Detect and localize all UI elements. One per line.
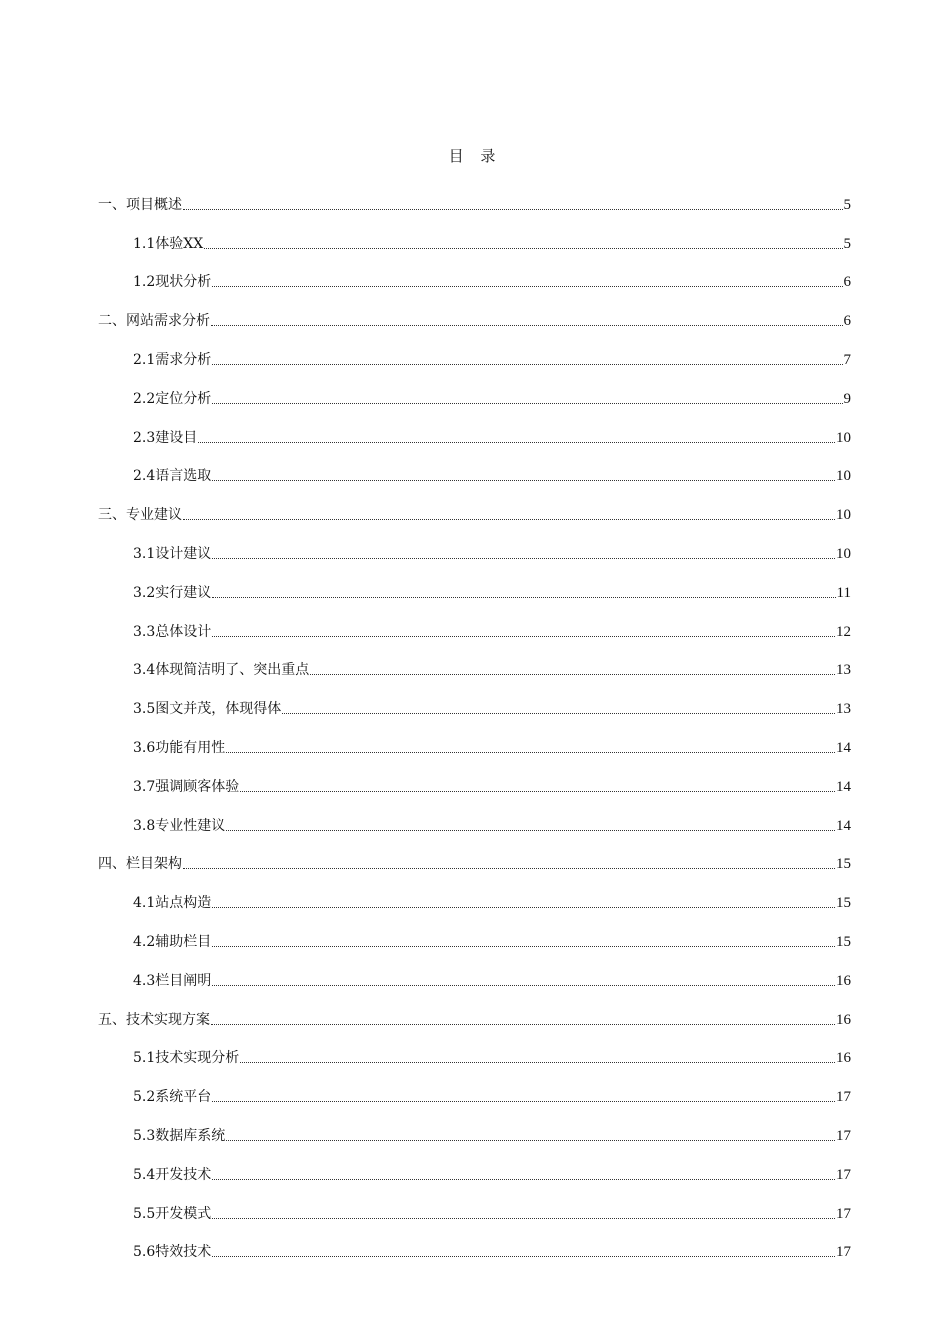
dot-leader (212, 1218, 835, 1219)
toc-entry-label: 3.6功能有用性 (133, 739, 226, 756)
dot-leader (212, 286, 842, 287)
toc-entry-page-number: 13 (836, 701, 851, 718)
toc-entry-page-number: 10 (836, 545, 851, 562)
dot-leader (212, 946, 835, 947)
toc-entry-label: 五、技术实现方案 (98, 1011, 210, 1028)
dot-leader (183, 209, 843, 210)
toc-entry[interactable] (98, 728, 851, 767)
toc-entry-label: 5.5开发模式 (133, 1205, 212, 1222)
dot-leader (212, 1256, 835, 1257)
toc-entry-page-number: 10 (836, 468, 851, 485)
toc-entry-label: 5.2系统平台 (133, 1089, 212, 1106)
toc-entry-page-number: 11 (836, 584, 851, 601)
toc-entry-label: 5.4开发技术 (133, 1166, 212, 1183)
toc-entry[interactable] (98, 1194, 851, 1233)
toc-entry[interactable] (98, 301, 851, 340)
toc-entry-page-number: 15 (836, 895, 851, 912)
toc-entry[interactable] (98, 922, 851, 961)
toc-entry-label: 1.2现状分析 (133, 274, 212, 291)
toc-entry-label: 2.1需求分析 (133, 351, 212, 368)
dot-leader (211, 325, 843, 326)
toc-entry-label: 3.5图文并茂，体现得体 (133, 701, 282, 718)
toc-entry-label: 5.1技术实现分析 (133, 1050, 240, 1067)
toc-entry[interactable] (98, 185, 851, 224)
dot-leader (183, 868, 835, 869)
dot-leader (226, 830, 835, 831)
toc-title: 目 录 (448, 147, 502, 165)
toc-entry-page-number: 14 (836, 778, 851, 795)
toc-entry[interactable] (98, 1155, 851, 1194)
toc-entry-page-number: 6 (843, 274, 851, 291)
toc-entry-page-number: 5 (843, 196, 851, 213)
toc-entry-label: 3.4体现简洁明了、突出重点 (133, 662, 310, 679)
toc-entry[interactable] (98, 224, 851, 263)
toc-entry-page-number: 16 (836, 1050, 851, 1067)
toc-entry-page-number: 14 (836, 739, 851, 756)
toc-entry-page-number: 6 (843, 313, 851, 330)
toc-entry-label: 三、专业建议 (98, 507, 182, 524)
toc-entry-page-number: 7 (843, 351, 851, 368)
toc-entry-label: 5.6特效技术 (133, 1244, 212, 1261)
toc-entry[interactable] (98, 340, 851, 379)
toc-entry-label: 2.4语言选取 (133, 468, 212, 485)
dot-leader (198, 442, 835, 443)
toc-entry[interactable] (98, 689, 851, 728)
dot-leader (282, 713, 835, 714)
toc-entry[interactable] (98, 767, 851, 806)
toc-entry-page-number: 12 (836, 623, 851, 640)
dot-leader (212, 403, 842, 404)
toc-entry[interactable] (98, 1116, 851, 1155)
toc-entry[interactable] (98, 1000, 851, 1039)
toc-entry[interactable] (98, 961, 851, 1000)
toc-entry[interactable] (98, 806, 851, 845)
dot-leader (240, 791, 835, 792)
toc-entry-label: 4.3栏目阐明 (133, 972, 212, 989)
toc-entry-label: 四、栏目架构 (98, 856, 182, 873)
toc-entry[interactable] (98, 845, 851, 884)
dot-leader (212, 1101, 835, 1102)
dot-leader (212, 985, 835, 986)
toc-entry-page-number: 15 (836, 933, 851, 950)
dot-leader (212, 480, 835, 481)
dot-leader (212, 907, 835, 908)
toc-entry-page-number: 14 (836, 817, 851, 834)
toc-entry-label: 3.8专业性建议 (133, 817, 226, 834)
dot-leader (212, 636, 835, 637)
toc-entry-label: 3.1设计建议 (133, 545, 212, 562)
toc-entry-page-number: 17 (836, 1127, 851, 1144)
toc-entry[interactable] (98, 1039, 851, 1078)
toc-entry[interactable] (98, 495, 851, 534)
toc-entry-label: 二、网站需求分析 (98, 313, 210, 330)
dot-leader (310, 674, 835, 675)
toc-entry[interactable] (98, 883, 851, 922)
dot-leader (183, 519, 835, 520)
toc-entry-page-number: 17 (836, 1205, 851, 1222)
dot-leader (240, 1062, 835, 1063)
toc-entry[interactable] (98, 1233, 851, 1272)
toc-entry[interactable] (98, 418, 851, 457)
dot-leader (212, 597, 835, 598)
dot-leader (226, 1140, 835, 1141)
dot-leader (226, 752, 835, 753)
toc-entry-label: 3.2实行建议 (133, 584, 212, 601)
toc-entry[interactable] (98, 573, 851, 612)
toc-entry[interactable] (98, 1077, 851, 1116)
toc-entry[interactable] (98, 263, 851, 302)
toc-entry-label: 一、项目概述 (98, 196, 182, 213)
toc-entry-label: 1.1体验XX (133, 235, 204, 252)
toc-entry-page-number: 15 (836, 856, 851, 873)
toc-entry-page-number: 5 (843, 235, 851, 252)
toc-entry-page-number: 9 (843, 390, 851, 407)
toc-entry-page-number: 17 (836, 1166, 851, 1183)
toc-entry-label: 3.7强调顾客体验 (133, 778, 240, 795)
dot-leader (212, 558, 835, 559)
toc-entry[interactable] (98, 457, 851, 496)
toc-entry-label: 4.1站点构造 (133, 895, 212, 912)
table-of-contents (98, 185, 851, 1271)
toc-entry-page-number: 10 (836, 507, 851, 524)
toc-entry[interactable] (98, 651, 851, 690)
toc-entry-page-number: 16 (836, 1011, 851, 1028)
toc-entry-label: 2.3建设目 (133, 429, 198, 446)
toc-entry-page-number: 16 (836, 972, 851, 989)
dot-leader (204, 248, 842, 249)
toc-entry-page-number: 10 (836, 429, 851, 446)
toc-entry-page-number: 17 (836, 1089, 851, 1106)
dot-leader (212, 1179, 835, 1180)
toc-entry-label: 2.2定位分析 (133, 390, 212, 407)
toc-entry[interactable] (98, 534, 851, 573)
dot-leader (211, 1024, 835, 1025)
toc-entry-page-number: 17 (836, 1244, 851, 1261)
toc-entry[interactable] (98, 379, 851, 418)
dot-leader (212, 364, 842, 365)
toc-entry-label: 4.2辅助栏目 (133, 933, 212, 950)
toc-entry-label: 5.3数据库系统 (133, 1127, 226, 1144)
toc-entry[interactable] (98, 612, 851, 651)
toc-entry-page-number: 13 (836, 662, 851, 679)
toc-entry-label: 3.3总体设计 (133, 623, 212, 640)
